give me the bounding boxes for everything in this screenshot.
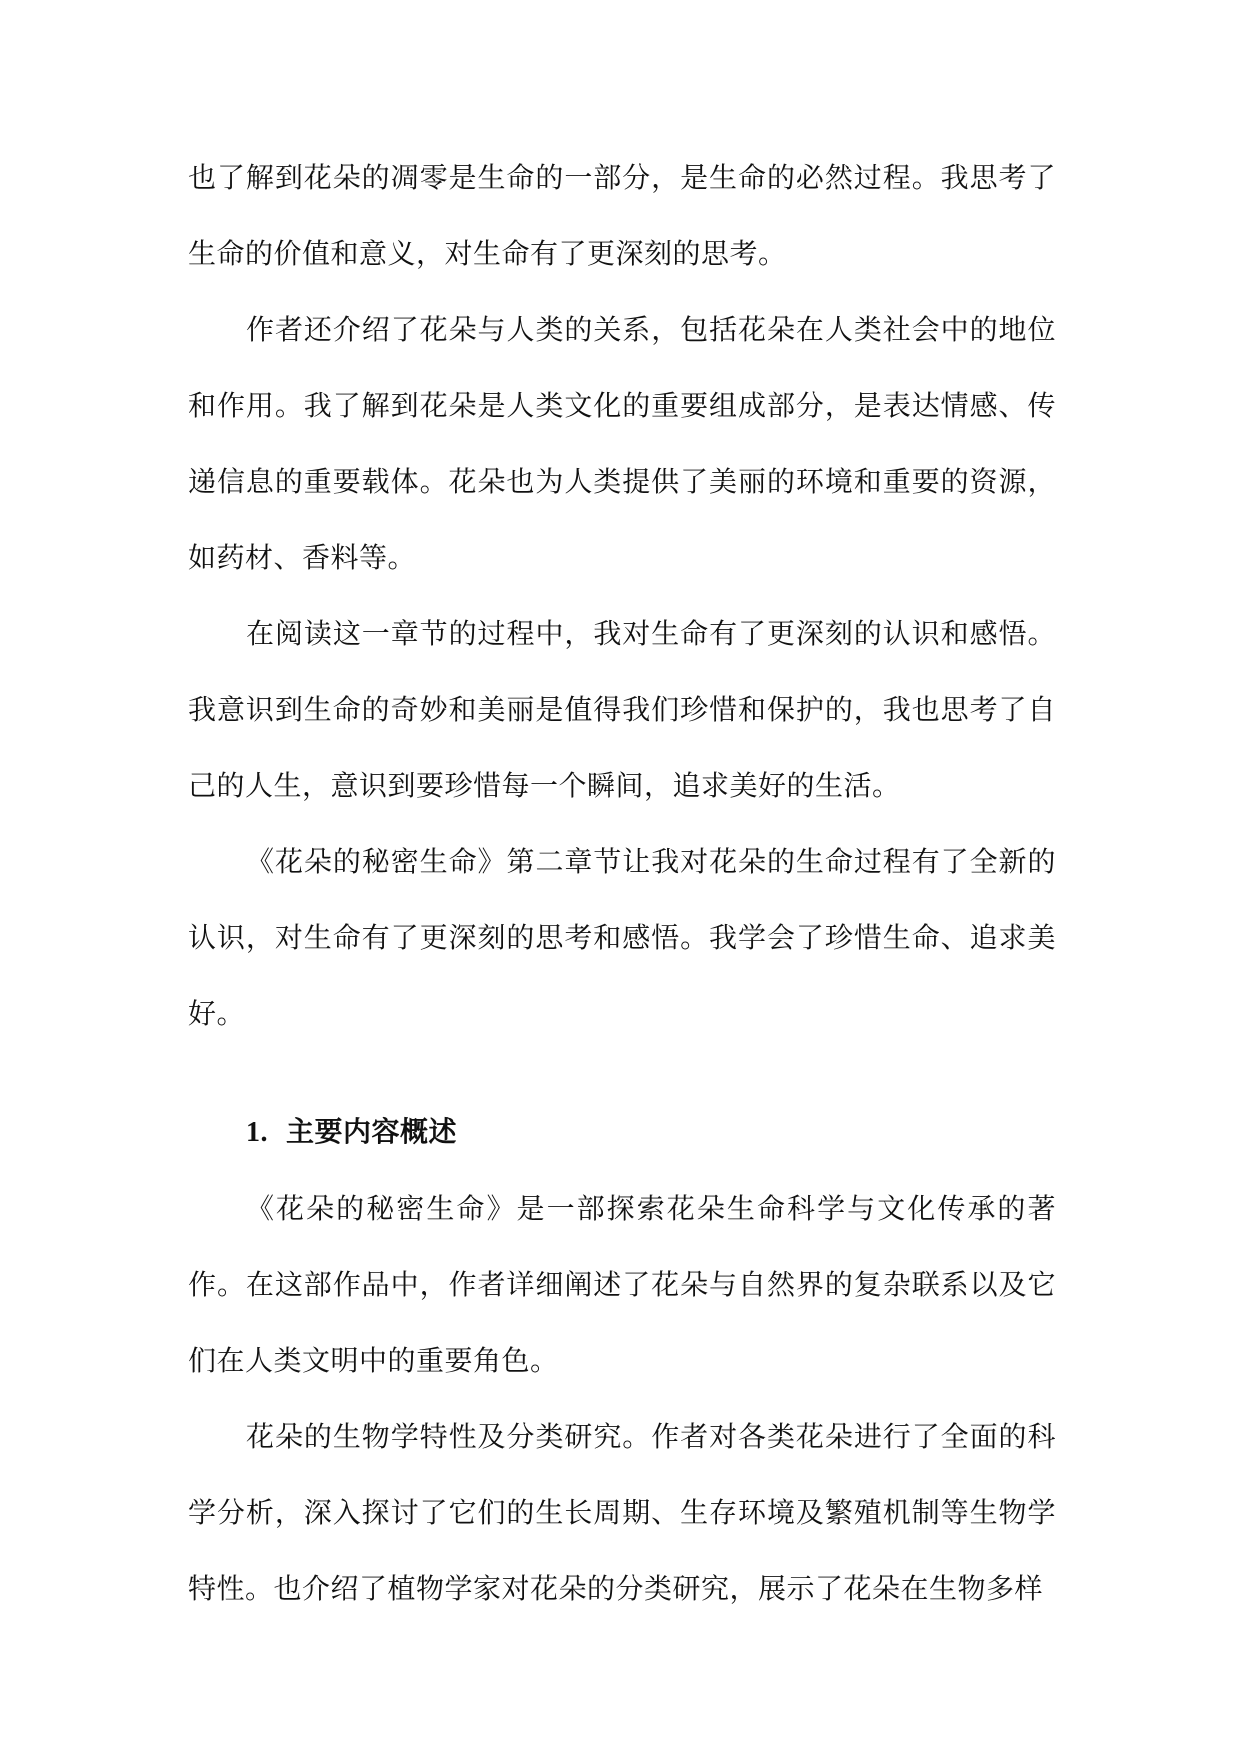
body-paragraph-5: 《花朵的秘密生命》是一部探索花朵生命科学与文化传承的著作。在这部作品中，作者详细阐述了花朵与自然界的复杂联系以及它们在人类文明中的重要角色。 [188,1192,1056,1377]
body-paragraph-6: 花朵的生物学特性及分类研究。作者对各类花朵进行了全面的科学分析，深入探讨了它们的生长周期、生存环境及繁殖机制等生物学特性。也介绍了植物学家对花朵的分类研究，展示了花朵在生物多样 [188,1420,1056,1605]
document-body [188,140,1056,1627]
section-heading-number: 1. [246,1117,268,1148]
body-paragraph-1: 也了解到花朵的凋零是生命的一部分，是生命的必然过程。我思考了生命的价值和意义，对生命有了更深刻的思考。 [188,161,1056,270]
body-paragraph-2: 作者还介绍了花朵与人类的关系，包括花朵在人类社会中的地位和作用。我了解到花朵是人类文化的重要组成部分，是表达情感、传递信息的重要载体。花朵也为人类提供了美丽的环境和重要的资源，如药材、香料等。 [188,313,1056,574]
body-paragraph-3: 在阅读这一章节的过程中，我对生命有了更深刻的认识和感悟。我意识到生命的奇妙和美丽是值得我们珍惜和保护的，我也思考了自己的人生，意识到要珍惜每一个瞬间，追求美好的生活。 [188,617,1056,802]
body-paragraph-4: 《花朵的秘密生命》第二章节让我对花朵的生命过程有了全新的认识，对生命有了更深刻的思考和感悟。我学会了珍惜生命、追求美好。 [188,845,1056,1030]
section-heading-title: 主要内容概述 [286,1115,458,1148]
section-heading [188,1094,1056,1171]
